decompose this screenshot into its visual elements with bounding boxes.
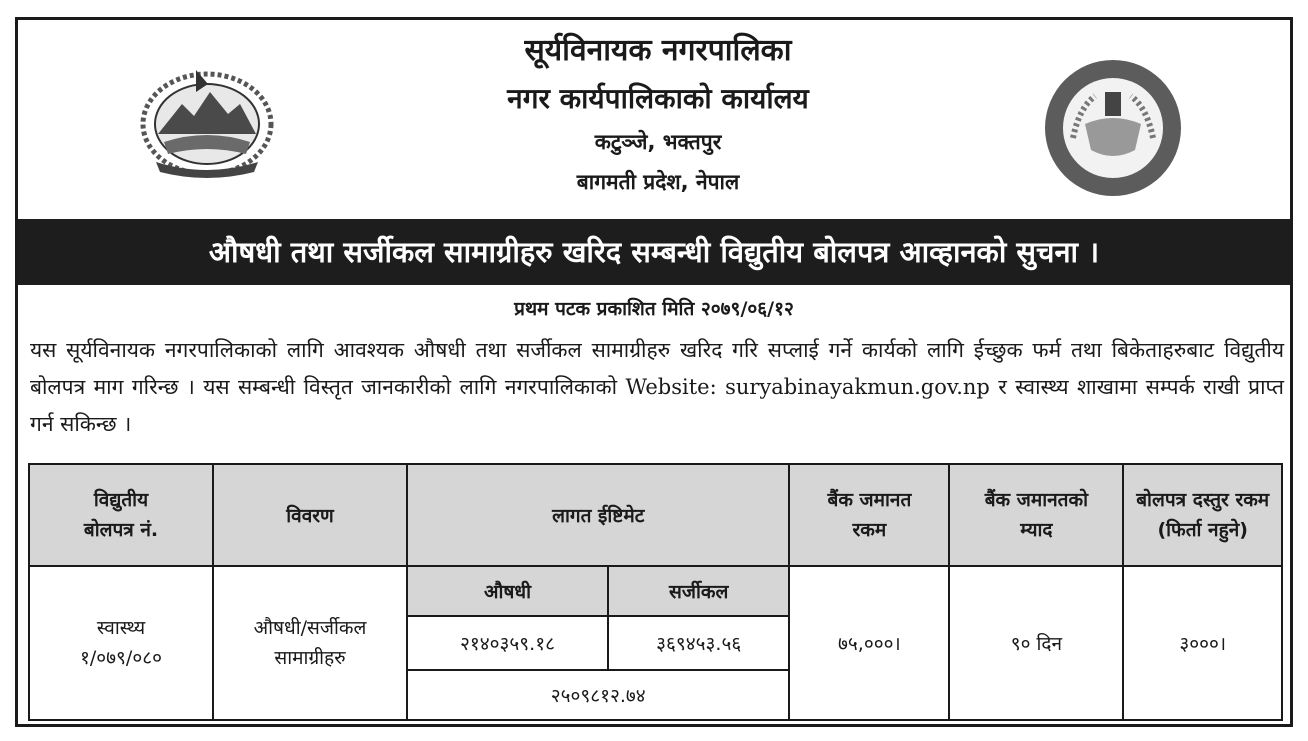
bid-no-line2: १/०७९/०८० [80, 647, 162, 669]
header-bank-guarantee-validity [949, 464, 1123, 566]
municipality-name: सूर्यविनायक नगरपालिका [524, 33, 792, 68]
publication-date: प्रथम पटक प्रकाशित मिति २०७९/०६/१२ [514, 298, 794, 320]
office-address: कटुञ्जे, भक्तपुर [594, 130, 722, 154]
header-bank-amount-line2: रकम [852, 519, 887, 541]
subheader-medicine: औषधी [407, 566, 608, 616]
notice-frame [15, 17, 1293, 727]
notice-title-banner: औषधी तथा सर्जीकल सामाग्रीहरु खरिद सम्बन्धी विद्युतीय बोलपत्र आव्हानको सुचना । [18, 219, 1290, 285]
header-cost-estimate: लागत ईष्टिमेट [407, 464, 789, 566]
description-line1: औषधी/सर्जीकल [253, 617, 367, 639]
municipality-seal-icon [1043, 58, 1183, 198]
cell-surgical-cost: ३६९४५३.५६ [608, 616, 789, 670]
header-bid-no-line1: विद्युतीय [93, 489, 149, 511]
header-description: विवरण [213, 464, 407, 566]
notice-header [18, 20, 1290, 220]
nepal-emblem-icon [136, 58, 278, 180]
cell-bid-no [29, 566, 213, 720]
header-fee-line1: बोलपत्र दस्तुर रकम [1136, 489, 1270, 511]
header-bank-amount-line1: बैंक जमानत [827, 489, 912, 511]
notice-body: यस सूर्यविनायक नगरपालिकाको लागि आवश्यक औषधी तथा सर्जीकल सामाग्रीहरु खरिद गरि सप्लाई गर्ने कार्यको लागि ईच्छुक फर्म तथा बिकेताहरुबाट विद्युतीय बोलपत्र माग गरिन्छ । यस सम्बन्धी विस्तृत जानकारीको लागि नगरपालिकाको Website: suryabinayakmun.gov.np र स्वास्थ्य शाखामा सम्पर्क राखी प्राप्त गर्न सकिन्छ । [30, 338, 1284, 436]
cell-bank-validity: ९० दिन [949, 566, 1123, 720]
cell-medicine-cost: २१४०३५९.१८ [407, 616, 608, 670]
cell-total-cost: २५०९८१२.७४ [407, 670, 789, 720]
header-bank-guarantee-amount [789, 464, 949, 566]
header-bid-fee [1123, 464, 1282, 566]
description-line2: सामाग्रीहरु [274, 647, 346, 669]
office-province: बागमती प्रदेश, नेपाल [576, 170, 740, 194]
header-bid-no-line2: बोलपत्र नं. [83, 519, 159, 541]
header-bid-no [29, 464, 213, 566]
cell-bank-amount: ७५,०००। [789, 566, 949, 720]
header-bank-validity-line2: म्याद [1020, 519, 1053, 541]
bid-table [28, 463, 1283, 721]
header-bank-validity-line1: बैंक जमानतको [984, 489, 1089, 511]
subheader-surgical: सर्जीकल [608, 566, 789, 616]
cell-description [213, 566, 407, 720]
office-name: नगर कार्यपालिकाको कार्यालय [507, 82, 809, 115]
cell-bid-fee: ३०००। [1123, 566, 1282, 720]
bid-no-line1: स्वास्थ्य [96, 617, 146, 639]
header-fee-line2: (फिर्ता नहुने) [1157, 519, 1248, 541]
